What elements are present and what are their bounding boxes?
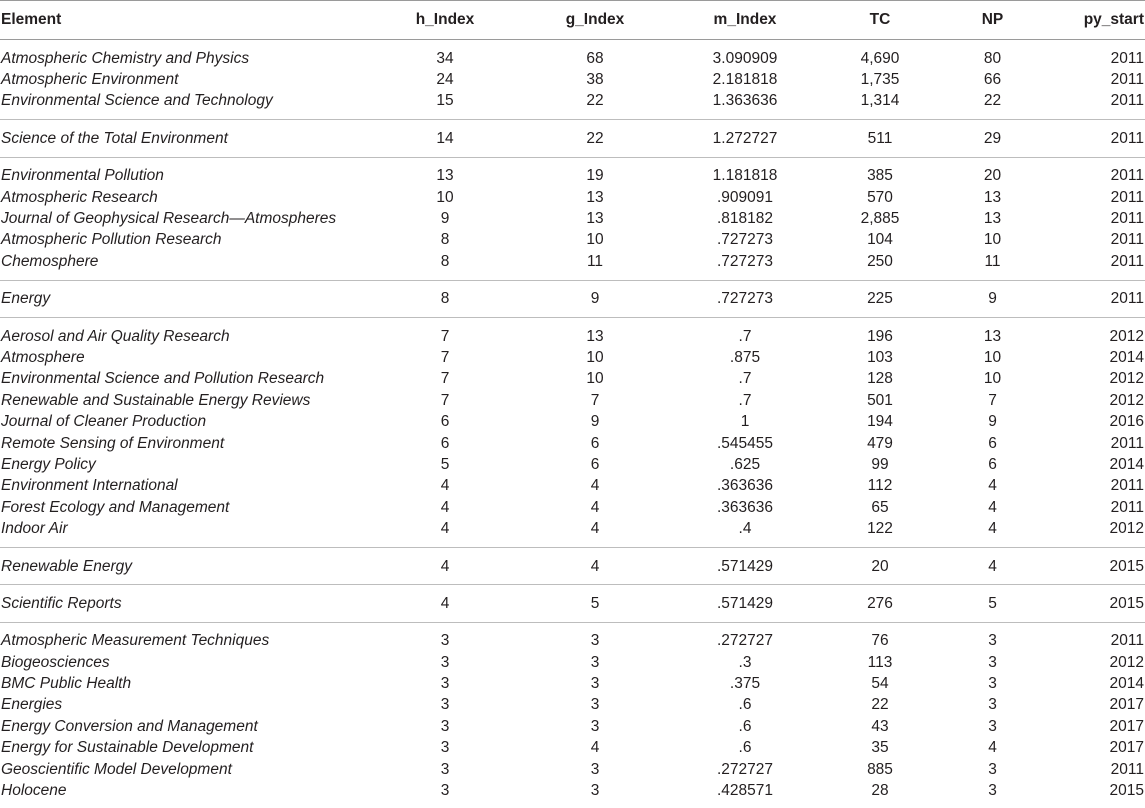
cell-m-index: .363636 — [716, 477, 774, 495]
cell-m-index: .7 — [738, 327, 752, 345]
cell-m-index: .727273 — [670, 280, 820, 317]
cell-g-index: 13 — [586, 210, 604, 228]
cell-m-index: .727273 — [670, 251, 820, 280]
cell-h-index: 34 — [436, 49, 454, 67]
cell-np: 13 — [983, 327, 1002, 345]
cell-h-index: 3 — [440, 696, 450, 714]
cell-g-index: 6 — [590, 434, 600, 452]
cell-np: 3 — [988, 760, 997, 778]
cell-element: Atmospheric Research — [1, 188, 158, 206]
cell-element: Renewable Energy — [0, 547, 370, 584]
header-m-index: m_Index — [670, 1, 820, 40]
cell-element: Atmospheric Chemistry and Physics — [1, 49, 250, 67]
cell-py-start: 2017 — [1109, 717, 1144, 735]
cell-py-start: 2017 — [1109, 696, 1144, 714]
cell-py-start: 2011 — [1110, 434, 1144, 452]
cell-h-index: 4 — [370, 518, 520, 547]
cell-tc: 22 — [871, 696, 889, 714]
cell-m-index: 1.181818 — [712, 167, 778, 185]
cell-np: 7 — [988, 391, 997, 409]
cell-element: Remote Sensing of Environment — [1, 434, 225, 452]
cell-g-index: 22 — [520, 120, 670, 157]
cell-h-index: 3 — [440, 739, 450, 757]
cell-g-index: 22 — [520, 91, 670, 120]
cell-py-start: 2015 — [1045, 585, 1145, 622]
cell-h-index: 3 — [440, 782, 450, 800]
cell-tc: 113 — [867, 653, 893, 671]
cell-py-start: 2012 — [1045, 518, 1145, 547]
table-row — [0, 69, 1145, 90]
table-row — [0, 652, 1145, 673]
cell-np: 3 — [988, 632, 997, 650]
table-row — [0, 622, 1145, 652]
cell-g-index: 6 — [590, 455, 600, 473]
cell-element: Energies — [1, 696, 63, 714]
cell-m-index: .727273 — [716, 231, 774, 249]
cell-h-index: 8 — [440, 231, 450, 249]
table-row — [0, 673, 1145, 694]
cell-np: 6 — [988, 455, 997, 473]
cell-py-start: 2011 — [1110, 167, 1144, 185]
cell-h-index: 7 — [440, 370, 450, 388]
cell-tc: 103 — [867, 348, 893, 366]
cell-m-index: .818182 — [716, 210, 774, 228]
table-row — [0, 497, 1145, 518]
cell-py-start: 2011 — [1045, 280, 1145, 317]
cell-h-index: 10 — [436, 188, 454, 206]
header-h-index: h_Index — [370, 1, 520, 40]
cell-g-index: 68 — [586, 49, 604, 67]
cell-m-index: 3.090909 — [712, 49, 778, 67]
cell-m-index: .375 — [729, 675, 761, 693]
cell-m-index: .272727 — [716, 632, 774, 650]
table-row — [0, 347, 1145, 368]
cell-np: 10 — [983, 231, 1002, 249]
cell-h-index: 8 — [370, 280, 520, 317]
header-tc: TC — [820, 1, 940, 40]
cell-m-index: .4 — [670, 518, 820, 547]
cell-g-index: 3 — [590, 675, 600, 693]
table-body — [0, 40, 1145, 802]
cell-element: Energy Conversion and Management — [1, 717, 258, 735]
cell-element: Energy — [0, 280, 370, 317]
cell-m-index: 1.272727 — [670, 120, 820, 157]
cell-m-index: .875 — [729, 348, 761, 366]
cell-tc: 28 — [871, 782, 889, 800]
cell-g-index: 9 — [590, 413, 600, 431]
cell-element: Journal of Cleaner Production — [1, 413, 207, 431]
cell-m-index: 2.181818 — [712, 71, 778, 89]
cell-np: 4 — [940, 547, 1045, 584]
table-row — [0, 738, 1145, 759]
cell-g-index: 3 — [590, 760, 600, 778]
cell-g-index: 10 — [586, 231, 604, 249]
cell-h-index: 8 — [370, 251, 520, 280]
cell-tc: 65 — [871, 498, 889, 516]
cell-py-start: 2017 — [1109, 739, 1144, 757]
cell-element: Atmospheric Environment — [1, 71, 179, 89]
cell-tc: 104 — [867, 231, 893, 249]
cell-m-index: .363636 — [716, 498, 774, 516]
cell-m-index: .428571 — [716, 782, 774, 800]
cell-h-index: 7 — [440, 327, 450, 345]
cell-py-start: 2011 — [1045, 91, 1145, 120]
cell-np: 9 — [988, 413, 997, 431]
cell-tc: 225 — [820, 280, 940, 317]
cell-tc: 128 — [867, 370, 893, 388]
cell-element: Science of the Total Environment — [0, 120, 370, 157]
table-row — [0, 585, 1145, 622]
table-row — [0, 390, 1145, 411]
cell-tc: 20 — [820, 547, 940, 584]
cell-element: Environmental Science and Technology — [0, 91, 370, 120]
cell-py-start: 2011 — [1110, 498, 1144, 516]
cell-g-index: 19 — [586, 167, 604, 185]
table-row — [0, 518, 1145, 547]
cell-tc: 385 — [867, 167, 893, 185]
cell-np: 13 — [983, 210, 1002, 228]
cell-h-index: 6 — [440, 413, 450, 431]
cell-py-start: 2011 — [1110, 71, 1144, 89]
cell-element: Environment International — [1, 477, 178, 495]
cell-np: 66 — [983, 71, 1002, 89]
table-row — [0, 251, 1145, 280]
cell-tc: 194 — [867, 413, 893, 431]
table-row — [0, 157, 1145, 187]
cell-element: Environmental Pollution — [1, 167, 164, 185]
table-row — [0, 454, 1145, 475]
cell-py-start: 2015 — [1109, 782, 1144, 800]
cell-h-index: 4 — [370, 547, 520, 584]
cell-m-index: 1 — [740, 413, 750, 431]
cell-tc: 112 — [867, 477, 893, 495]
cell-np: 20 — [983, 167, 1002, 185]
cell-m-index: .571429 — [670, 585, 820, 622]
header-np: NP — [940, 1, 1045, 40]
cell-tc: 511 — [820, 120, 940, 157]
cell-py-start: 2011 — [1110, 760, 1144, 778]
cell-py-start: 2011 — [1045, 251, 1145, 280]
header-element: Element — [0, 1, 370, 40]
cell-g-index: 10 — [586, 370, 604, 388]
cell-np: 4 — [988, 498, 997, 516]
cell-m-index: .545455 — [716, 434, 774, 452]
cell-np: 3 — [988, 653, 997, 671]
cell-np: 10 — [983, 348, 1002, 366]
cell-np: 3 — [988, 696, 997, 714]
cell-element: Atmospheric Measurement Techniques — [1, 632, 270, 650]
cell-g-index: 3 — [590, 782, 600, 800]
cell-tc: 43 — [871, 717, 889, 735]
cell-h-index: 6 — [440, 434, 450, 452]
cell-tc: 501 — [867, 391, 893, 409]
cell-element: Chemosphere — [0, 251, 370, 280]
cell-g-index: 4 — [590, 477, 600, 495]
cell-h-index: 13 — [436, 167, 454, 185]
cell-m-index: .6 — [738, 696, 752, 714]
cell-h-index: 4 — [440, 498, 450, 516]
cell-tc: 276 — [820, 585, 940, 622]
cell-element: Biogeosciences — [1, 653, 110, 671]
cell-h-index: 24 — [436, 71, 454, 89]
cell-element: Geoscientific Model Development — [1, 760, 232, 778]
cell-element: Environmental Science and Pollution Research — [1, 370, 325, 388]
table-row — [0, 120, 1145, 157]
cell-py-start: 2011 — [1045, 120, 1145, 157]
cell-py-start: 2014 — [1109, 675, 1144, 693]
cell-np: 11 — [940, 251, 1045, 280]
cell-h-index: 3 — [440, 632, 450, 650]
cell-h-index: 9 — [440, 210, 450, 228]
cell-h-index: 14 — [370, 120, 520, 157]
cell-g-index: 9 — [520, 280, 670, 317]
cell-g-index: 3 — [590, 632, 600, 650]
cell-py-start: 2012 — [1109, 391, 1144, 409]
cell-tc: 196 — [867, 327, 893, 345]
cell-h-index: 3 — [440, 717, 450, 735]
cell-h-index: 15 — [370, 91, 520, 120]
cell-g-index: 11 — [520, 251, 670, 280]
cell-tc: 4,690 — [860, 49, 900, 67]
cell-element: Renewable and Sustainable Energy Reviews — [1, 391, 311, 409]
cell-g-index: 10 — [586, 348, 604, 366]
cell-np: 3 — [988, 782, 997, 800]
cell-m-index: .6 — [738, 739, 752, 757]
table-row — [0, 91, 1145, 120]
table-row — [0, 759, 1145, 780]
table-row — [0, 780, 1145, 801]
cell-g-index: 3 — [590, 696, 600, 714]
cell-py-start: 2012 — [1109, 370, 1144, 388]
cell-py-start: 2015 — [1045, 547, 1145, 584]
cell-py-start: 2011 — [1110, 210, 1144, 228]
cell-np: 13 — [983, 188, 1002, 206]
header-row — [0, 1, 1145, 40]
cell-m-index: .7 — [738, 370, 752, 388]
table-row — [0, 433, 1145, 454]
cell-np: 9 — [940, 280, 1045, 317]
cell-element: Aerosol and Air Quality Research — [1, 327, 230, 345]
cell-np: 5 — [940, 585, 1045, 622]
cell-element: Energy Policy — [1, 455, 96, 473]
cell-element: Energy for Sustainable Development — [1, 739, 254, 757]
cell-py-start: 2011 — [1110, 477, 1144, 495]
table-row — [0, 547, 1145, 584]
cell-h-index: 3 — [440, 675, 450, 693]
table-row — [0, 208, 1145, 229]
table-row — [0, 695, 1145, 716]
cell-m-index: .571429 — [670, 547, 820, 584]
cell-m-index: .7 — [738, 391, 752, 409]
cell-element: Forest Ecology and Management — [1, 498, 230, 516]
cell-tc: 570 — [867, 188, 893, 206]
cell-py-start: 2012 — [1109, 327, 1144, 345]
table-row — [0, 187, 1145, 208]
cell-element: Holocene — [1, 782, 67, 800]
cell-np: 4 — [988, 739, 997, 757]
cell-element: Journal of Geophysical Research—Atmospheres — [1, 210, 337, 228]
cell-tc: 479 — [867, 434, 893, 452]
table-row — [0, 476, 1145, 497]
cell-m-index: .625 — [729, 455, 761, 473]
cell-m-index: 1.363636 — [670, 91, 820, 120]
table-row — [0, 716, 1145, 737]
cell-np: 4 — [988, 477, 997, 495]
cell-py-start: 2014 — [1109, 455, 1144, 473]
cell-g-index: 4 — [520, 547, 670, 584]
cell-g-index: 4 — [590, 739, 600, 757]
cell-g-index: 13 — [586, 188, 604, 206]
table-row — [0, 369, 1145, 390]
cell-py-start: 2011 — [1110, 231, 1144, 249]
cell-tc: 1,314 — [820, 91, 940, 120]
cell-element: Indoor Air — [0, 518, 370, 547]
cell-g-index: 7 — [590, 391, 600, 409]
cell-m-index: .272727 — [716, 760, 774, 778]
cell-g-index: 4 — [590, 498, 600, 516]
cell-h-index: 3 — [440, 760, 450, 778]
cell-h-index: 5 — [440, 455, 450, 473]
cell-h-index: 7 — [440, 348, 450, 366]
cell-g-index: 3 — [590, 717, 600, 735]
cell-element: Atmosphere — [1, 348, 85, 366]
cell-tc: 122 — [820, 518, 940, 547]
cell-py-start: 2011 — [1110, 632, 1144, 650]
table-row — [0, 317, 1145, 347]
cell-m-index: .6 — [738, 717, 752, 735]
table-header — [0, 1, 1145, 40]
cell-element: Atmospheric Pollution Research — [1, 231, 222, 249]
cell-g-index: 3 — [590, 653, 600, 671]
table-row — [0, 280, 1145, 317]
cell-tc: 2,885 — [860, 210, 900, 228]
cell-element: BMC Public Health — [1, 675, 132, 693]
table-row — [0, 40, 1145, 70]
cell-tc: 35 — [871, 739, 889, 757]
cell-m-index: .3 — [738, 653, 752, 671]
table-row — [0, 230, 1145, 251]
cell-np: 22 — [940, 91, 1045, 120]
cell-py-start: 2011 — [1110, 49, 1144, 67]
cell-py-start: 2016 — [1109, 413, 1144, 431]
header-g-index: g_Index — [520, 1, 670, 40]
cell-h-index: 7 — [440, 391, 450, 409]
cell-np: 4 — [940, 518, 1045, 547]
cell-tc: 54 — [871, 675, 889, 693]
cell-h-index: 4 — [370, 585, 520, 622]
cell-np: 3 — [988, 675, 997, 693]
cell-py-start: 2012 — [1109, 653, 1144, 671]
table-row — [0, 411, 1145, 432]
cell-g-index: 5 — [520, 585, 670, 622]
cell-g-index: 38 — [586, 71, 604, 89]
cell-h-index: 4 — [440, 477, 450, 495]
cell-np: 29 — [940, 120, 1045, 157]
cell-tc: 99 — [871, 455, 889, 473]
cell-tc: 885 — [867, 760, 893, 778]
cell-tc: 1,735 — [860, 71, 900, 89]
cell-tc: 250 — [820, 251, 940, 280]
cell-element: Scientific Reports — [0, 585, 370, 622]
cell-h-index: 3 — [440, 653, 450, 671]
cell-np: 6 — [988, 434, 997, 452]
cell-np: 10 — [983, 370, 1002, 388]
cell-np: 3 — [988, 717, 997, 735]
cell-py-start: 2014 — [1109, 348, 1144, 366]
cell-g-index: 13 — [586, 327, 604, 345]
cell-m-index: .909091 — [716, 188, 774, 206]
cell-np: 80 — [983, 49, 1002, 67]
header-py-start: py_start — [1045, 1, 1145, 40]
cell-g-index: 4 — [520, 518, 670, 547]
cell-py-start: 2011 — [1110, 188, 1144, 206]
cell-tc: 76 — [871, 632, 889, 650]
